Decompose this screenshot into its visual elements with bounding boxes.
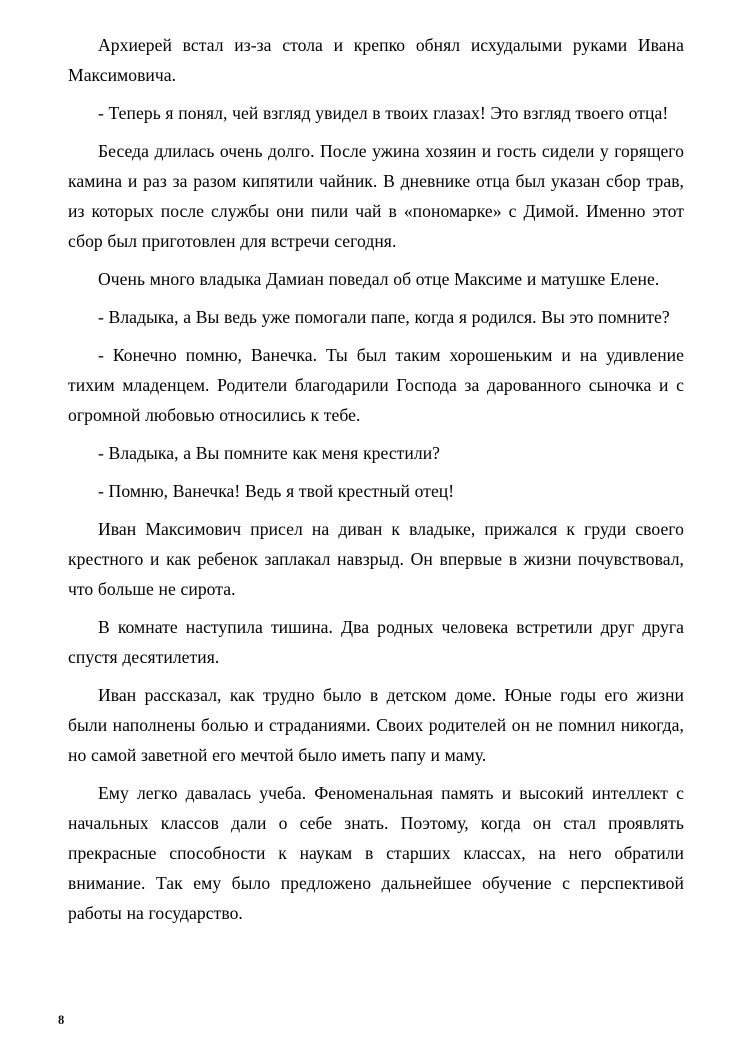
paragraph-12: Ему легко давалась учеба. Феноменальная память и высокий интеллект с начальных классов дали о себе знать. Поэтому, когда он стал проявлять прекрасные способности к наукам в старших классах, на него обратили внимание. Так ему было предложено дальнейшее обучение с перспективой работы на государство. [68,783,684,923]
paragraph-1: Архиерей встал из-за стола и крепко обнял исхудалыми руками Ивана Максимовича. [68,35,684,85]
body-text-column [68,30,684,936]
paragraph-3: Беседа длилась очень долго. После ужина хозяин и гость сидели у горящего камина и раз за разом кипятили чайник. В дневнике отца был указан сбор трав, из которых после службы они пили чай в «пономарке» с Димой. Именно этот сбор был приготовлен для встречи сегодня. [68,141,684,251]
page-number: 8 [58,1013,65,1027]
paragraph-7: - Владыка, а Вы помните как меня крестили? [98,443,441,463]
paragraph-4: Очень много владыка Дамиан поведал об отце Максиме и матушке Елене. [98,269,660,289]
paragraph-10: В комнате наступила тишина. Два родных человека встретили друг друга спустя десятилетия. [68,617,684,667]
paragraph-9: Иван Максимович присел на диван к владыке, прижался к груди своего крестного и как ребенок заплакал навзрыд. Он впервые в жизни почувствовал, что больше не сирота. [68,519,684,599]
paragraph-6: - Конечно помню, Ванечка. Ты был таким хорошеньким и на удивление тихим младенцем. Родители благодарили Господа за дарованного сыночка и с огромной любовью относились к тебе. [68,345,684,425]
paragraph-2: - Теперь я понял, чей взгляд увидел в твоих глазах! Это взгляд твоего отца! [98,103,669,123]
paragraph-11: Иван рассказал, как трудно было в детском доме. Юные годы его жизни были наполнены болью и страданиями. Своих родителей он не помнил никогда, но самой заветной его мечтой было иметь папу и маму. [68,685,684,765]
paragraph-8: - Помню, Ванечка! Ведь я твой крестный отец! [98,481,455,501]
paragraph-5: - Владыка, а Вы ведь уже помогали папе, когда я родился. Вы это помните? [98,307,670,327]
